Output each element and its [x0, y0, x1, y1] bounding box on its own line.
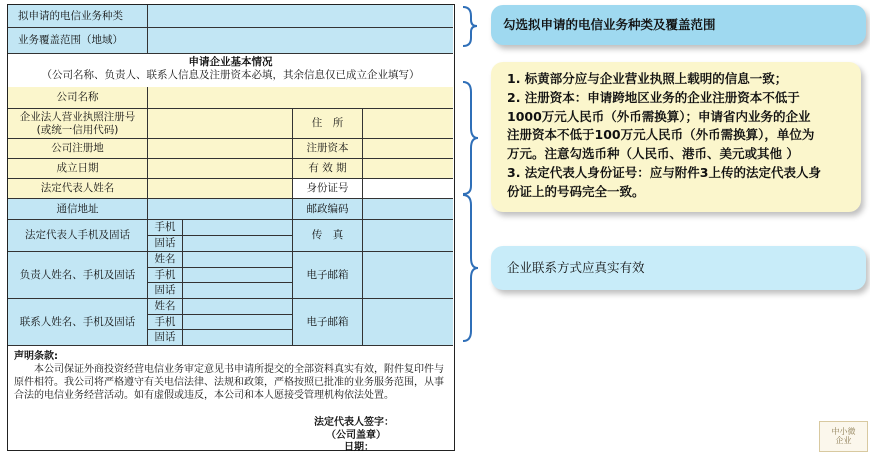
legal-rep-landline-field[interactable] — [183, 236, 293, 252]
principal-name-label: 姓名 — [148, 252, 183, 268]
telecom-type-label: 拟申请的电信业务种类 — [8, 5, 148, 28]
company-name-label: 公司名称 — [8, 87, 148, 109]
watermark-logo — [819, 421, 868, 452]
basic-info-title: 申请企业基本情况 — [188, 56, 273, 68]
callout-telecom-scope: 勾选拟申请的电信业务种类及覆盖范围 — [491, 5, 866, 45]
telecom-type-field[interactable] — [148, 5, 453, 28]
validity-field[interactable] — [363, 159, 453, 179]
est-date-label: 成立日期 — [8, 159, 148, 179]
fax-field[interactable] — [363, 220, 453, 252]
legal-rep-name-label: 法定代表人姓名 — [8, 179, 148, 199]
principal-label: 负责人姓名、手机及固话 — [8, 252, 148, 299]
contact-landline-label: 固话 — [148, 330, 183, 346]
legal-rep-mobile-label: 手机 — [148, 220, 183, 236]
basic-info-header — [8, 54, 453, 88]
company-seal: （公司盖章） — [326, 430, 386, 441]
validity-label: 有 效 期 — [293, 159, 363, 179]
declaration-heading: 声明条款: — [14, 351, 58, 362]
address-label: 通信地址 — [8, 199, 148, 220]
declaration — [8, 346, 453, 449]
contact-email-label: 电子邮箱 — [293, 299, 363, 346]
note-line-2: 2. 注册资本：申请跨地区业务的企业注册资本不低于 — [507, 89, 800, 105]
postcode-field[interactable] — [363, 199, 453, 220]
license-no-field[interactable] — [148, 109, 293, 139]
postcode-label: 邮政编码 — [293, 199, 363, 220]
bracket-contact-icon — [463, 195, 478, 341]
contact-email-field[interactable] — [363, 299, 453, 346]
reg-place-field[interactable] — [148, 139, 293, 159]
contact-mobile-field[interactable] — [183, 315, 293, 330]
contact-mobile-label: 手机 — [148, 315, 183, 330]
note-line-1: 1. 标黄部分应与企业营业执照上载明的信息一致； — [507, 71, 788, 86]
application-form — [7, 4, 455, 451]
note-line-4: 注册资本不低于100万元人民币（外币需换算），单位为 — [507, 127, 815, 143]
est-date-field[interactable] — [148, 159, 293, 179]
reg-place-label: 公司注册地 — [8, 139, 148, 159]
declaration-body: 本公司保证外商投资经营电信业务审定意见书申请所提交的全部资料真实有效，附件复印件与原件相符。我公司将严格遵守有关电信法律、法规和政策，严格按照已批准的业务服务范围，从事合法的电信业务经营活动。如有虚假或违反，本公司和本人愿接受管理机构依法处置。 — [14, 364, 444, 401]
id-no-field[interactable] — [363, 179, 453, 199]
company-name-field[interactable] — [148, 87, 453, 109]
legal-rep-landline-label: 固话 — [148, 236, 183, 252]
legal-rep-name-field[interactable] — [148, 179, 293, 199]
license-no-label-line2: (或统一信用代码) — [36, 123, 119, 136]
legal-rep-signature: 法定代表人签字： — [314, 417, 394, 428]
legal-rep-mobile-field[interactable] — [183, 220, 293, 236]
watermark-line-1: 中小微 — [831, 426, 856, 436]
contact-name-field[interactable] — [183, 299, 293, 315]
license-no-label-line1: 企业法人营业执照注册号 — [19, 111, 136, 124]
contact-name-label: 姓名 — [148, 299, 183, 315]
principal-email-field[interactable] — [363, 252, 453, 299]
reg-capital-field[interactable] — [363, 139, 453, 159]
note-line-6: 3. 法定代表人身份证号：应与附件3上传的法定代表人身 — [507, 164, 821, 180]
id-no-label: 身份证号 — [293, 179, 363, 199]
note-line-5: 万元。注意勾选币种（人民币、港币、美元或其他 ） — [507, 146, 799, 161]
bracket-basic-info-icon — [463, 82, 478, 194]
residence-field[interactable] — [363, 109, 453, 139]
note-line-7: 份证上的号码完全一致。 — [507, 183, 645, 199]
bracket-coverage-icon — [463, 7, 477, 46]
license-no-label — [8, 109, 148, 139]
principal-landline-label: 固话 — [148, 283, 183, 299]
principal-mobile-label: 手机 — [148, 268, 183, 283]
watermark-line-2: 企业 — [835, 435, 852, 445]
basic-info-note: （公司名称、负责人、联系人信息及注册资本必填，其余信息仅已成立企业填写） — [41, 69, 420, 82]
note-line-3: 1000万元人民币（外币需换算）；申请省内业务的企业 — [507, 108, 811, 124]
residence-label: 住 所 — [293, 109, 363, 139]
principal-name-field[interactable] — [183, 252, 293, 268]
contact-label: 联系人姓名、手机及固话 — [8, 299, 148, 346]
principal-landline-field[interactable] — [183, 283, 293, 299]
coverage-label: 业务覆盖范围（地域） — [8, 28, 148, 54]
contact-landline-field[interactable] — [183, 330, 293, 346]
callout-contact-validity: 企业联系方式应真实有效 — [491, 246, 866, 290]
address-field[interactable] — [148, 199, 293, 220]
sign-date: 日期： — [344, 442, 374, 453]
fax-label: 传 真 — [293, 220, 363, 252]
principal-mobile-field[interactable] — [183, 268, 293, 283]
callout-registration-notes — [491, 62, 861, 212]
reg-capital-label: 注册资本 — [293, 139, 363, 159]
coverage-field[interactable] — [148, 28, 453, 54]
bracket-group — [455, 0, 485, 455]
principal-email-label: 电子邮箱 — [293, 252, 363, 299]
legal-rep-phone-label: 法定代表人手机及固话 — [8, 220, 148, 252]
